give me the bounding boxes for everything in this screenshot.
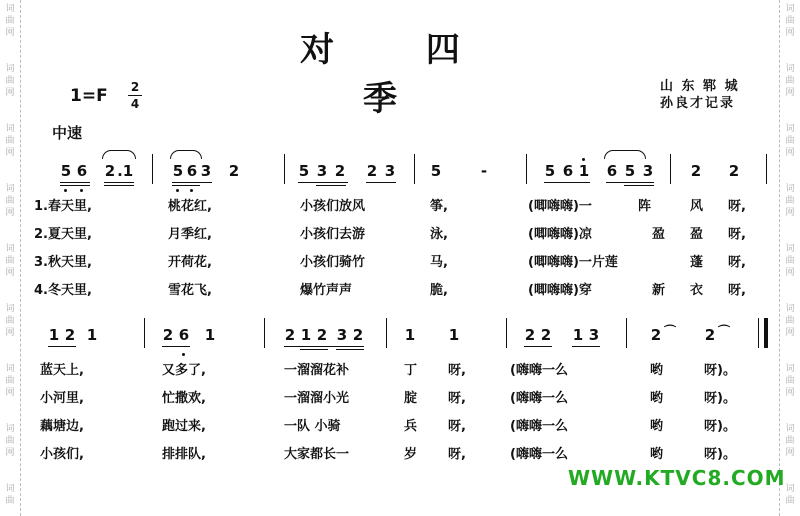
margin-watermark-char: 词 bbox=[5, 304, 15, 314]
lyric-verse-1-phrase-7: 哟 bbox=[650, 363, 664, 378]
note-numeral: 1 bbox=[404, 326, 416, 344]
margin-watermark-char: 词 bbox=[5, 124, 15, 134]
octave-dot-below bbox=[190, 189, 193, 192]
barline bbox=[414, 154, 415, 184]
margin-watermark-char: 词 bbox=[785, 484, 795, 494]
margin-watermark-char: 网 bbox=[5, 88, 15, 98]
note-numeral: 3 bbox=[642, 162, 654, 180]
tempo-marking: 中速 bbox=[52, 124, 83, 142]
note-numeral: 3 bbox=[336, 326, 348, 344]
lyric-verse-2-phrase-1: 小河里, bbox=[40, 391, 84, 406]
beam-underline bbox=[48, 346, 76, 347]
note-numeral: 2 bbox=[228, 162, 240, 180]
lyric-verse-3-phrase-7: 蓬 bbox=[690, 255, 704, 270]
right-margin-watermark bbox=[779, 0, 800, 516]
beam-underline bbox=[60, 185, 90, 186]
barline bbox=[506, 318, 507, 348]
lyric-verse-1-phrase-8: 呀)。 bbox=[704, 363, 736, 378]
margin-watermark-char: 曲 bbox=[5, 76, 15, 86]
margin-watermark-char: 词 bbox=[5, 244, 15, 254]
margin-watermark-char: 词 bbox=[5, 364, 15, 374]
note-numeral: 1 bbox=[204, 326, 216, 344]
margin-watermark-char: 词 bbox=[785, 304, 795, 314]
breath-mark: ⌒ bbox=[718, 324, 731, 338]
lyric-verse-4-phrase-2: 排排队, bbox=[162, 447, 206, 462]
note-numeral: 5 bbox=[298, 162, 310, 180]
lyric-verse-3-phrase-5: 呀, bbox=[448, 419, 466, 434]
margin-watermark-char: 曲 bbox=[5, 136, 15, 146]
note-numeral: 2 bbox=[352, 326, 364, 344]
lyric-verse-3-phrase-8: 呀, bbox=[728, 255, 746, 270]
lyric-verse-4-phrase-5: 呀, bbox=[448, 447, 466, 462]
beam-underline bbox=[172, 182, 212, 183]
note-numeral: 5 bbox=[624, 162, 636, 180]
margin-watermark-char: 曲 bbox=[785, 136, 795, 146]
lyric-verse-2-phrase-2: 忙撒欢, bbox=[162, 391, 206, 406]
margin-watermark-char: 曲 bbox=[5, 256, 15, 266]
lyric-verse-4-phrase-2: 雪花飞, bbox=[168, 283, 212, 298]
margin-watermark-char: 曲 bbox=[785, 196, 795, 206]
note-numeral: 2 bbox=[104, 162, 116, 180]
beam-underline bbox=[162, 346, 190, 347]
margin-watermark-char: 网 bbox=[5, 328, 15, 338]
margin-watermark-char: 网 bbox=[785, 268, 795, 278]
barline bbox=[284, 154, 285, 184]
barline bbox=[670, 154, 671, 184]
measure-notes-row bbox=[0, 160, 800, 182]
note-numeral: 5 bbox=[544, 162, 556, 180]
margin-watermark-char: 网 bbox=[785, 388, 795, 398]
lyric-verse-2-phrase-6: (嗨嗨一么 bbox=[510, 391, 568, 406]
lyric-verse-2-phrase-4: 泳, bbox=[430, 227, 448, 242]
lyric-verse-1-phrase-7: 风 bbox=[690, 199, 704, 214]
beam-underline bbox=[172, 185, 200, 186]
note-numeral: 1 bbox=[448, 326, 460, 344]
slur-arc bbox=[604, 150, 646, 159]
note-numeral: 5 bbox=[60, 162, 72, 180]
lyric-verse-1-phrase-2: 又多了, bbox=[162, 363, 206, 378]
lyric-verse-4-phrase-4: 岁 bbox=[404, 447, 418, 462]
lyric-verse-4-phrase-6: 新 bbox=[652, 283, 666, 298]
lyric-verse-3-phrase-1: 3.秋天里, bbox=[34, 255, 92, 270]
margin-watermark-char: 曲 bbox=[785, 496, 795, 506]
margin-watermark-char: 网 bbox=[785, 28, 795, 38]
lyric-verse-3-phrase-1: 藕塘边, bbox=[40, 419, 84, 434]
beam-underline bbox=[524, 346, 552, 347]
note-numeral: 1 bbox=[122, 162, 134, 180]
margin-watermark-char: 网 bbox=[5, 268, 15, 278]
margin-watermark-char: 词 bbox=[5, 484, 15, 494]
note-numeral: 6 bbox=[606, 162, 618, 180]
note-numeral: 2 bbox=[728, 162, 740, 180]
note-numeral: 6 bbox=[178, 326, 190, 344]
lyric-verse-2-phrase-3: 一溜溜小光 bbox=[284, 391, 350, 406]
lyric-verse-3-phrase-4: 马, bbox=[430, 255, 448, 270]
margin-watermark-char: 网 bbox=[5, 208, 15, 218]
margin-watermark-char: 网 bbox=[5, 448, 15, 458]
lyric-verse-4-phrase-3: 爆竹声声 bbox=[300, 283, 353, 298]
lyric-verse-1-phrase-1: 1.春天里, bbox=[34, 199, 92, 214]
beam-underline bbox=[606, 182, 654, 183]
lyric-verse-3-phrase-4: 兵 bbox=[404, 419, 418, 434]
song-title: 对 四 季 bbox=[300, 30, 500, 119]
note-numeral: 3 bbox=[316, 162, 328, 180]
lyric-verse-1-phrase-5: (唧嗨嗨)一 bbox=[528, 199, 592, 214]
credits bbox=[660, 78, 740, 112]
margin-watermark-char: 词 bbox=[785, 4, 795, 14]
time-signature-bar bbox=[128, 95, 142, 96]
left-margin-watermark bbox=[0, 0, 21, 516]
lyric-verse-4-phrase-8: 呀, bbox=[728, 283, 746, 298]
lyric-verse-1-phrase-3: 一溜溜花补 bbox=[284, 363, 350, 378]
barline bbox=[152, 154, 153, 184]
final-barline bbox=[764, 318, 768, 348]
beam-underline bbox=[284, 346, 364, 347]
margin-watermark-char: 曲 bbox=[785, 256, 795, 266]
measure-notes-row bbox=[0, 324, 800, 346]
note-numeral: - bbox=[480, 162, 488, 180]
lyric-verse-2-phrase-6: 盈 bbox=[652, 227, 666, 242]
lyric-verse-2-phrase-5: 呀, bbox=[448, 391, 466, 406]
margin-watermark-char: 网 bbox=[5, 388, 15, 398]
margin-watermark-char: 曲 bbox=[5, 16, 15, 26]
note-numeral: 2 bbox=[704, 326, 716, 344]
margin-watermark-char: 曲 bbox=[785, 316, 795, 326]
lyric-verse-1-phrase-1: 蓝天上, bbox=[40, 363, 84, 378]
lyric-verse-4-phrase-4: 脆, bbox=[430, 283, 448, 298]
barline bbox=[386, 318, 387, 348]
note-numeral: 1 bbox=[300, 326, 312, 344]
barline bbox=[526, 154, 527, 184]
octave-dot-below bbox=[80, 189, 83, 192]
octave-dot-above bbox=[582, 158, 585, 161]
lyric-verse-3-phrase-7: 哟 bbox=[650, 419, 664, 434]
note-numeral: 1 bbox=[48, 326, 60, 344]
note-numeral: 1 bbox=[572, 326, 584, 344]
beam-underline bbox=[104, 185, 134, 186]
lyric-verse-3-phrase-2: 跑过来, bbox=[162, 419, 206, 434]
note-numeral: 1 bbox=[578, 162, 590, 180]
lyric-verse-1-phrase-6: (嗨嗨一么 bbox=[510, 363, 568, 378]
lyric-verse-3-phrase-5: (唧嗨嗨)一片莲 bbox=[528, 255, 618, 270]
credits-recorder: 孙良才记录 bbox=[660, 96, 736, 111]
beam-underline bbox=[316, 185, 346, 186]
lyric-verse-2-phrase-7: 盈 bbox=[690, 227, 704, 242]
lyric-verse-4-phrase-1: 小孩们, bbox=[40, 447, 84, 462]
lyric-verse-3-phrase-6: (嗨嗨一么 bbox=[510, 419, 568, 434]
margin-watermark-char: 曲 bbox=[5, 376, 15, 386]
time-signature-top: 2 bbox=[130, 80, 140, 94]
beam-underline bbox=[60, 182, 90, 183]
beam-underline bbox=[624, 185, 654, 186]
margin-watermark-char: 网 bbox=[5, 148, 15, 158]
margin-watermark-char: 网 bbox=[785, 328, 795, 338]
octave-dot-below bbox=[182, 353, 185, 356]
note-numeral: . bbox=[117, 162, 123, 180]
slur-arc bbox=[102, 150, 136, 159]
lyric-verse-4-phrase-1: 4.冬天里, bbox=[34, 283, 92, 298]
site-watermark: WWW.KTVC8.COM bbox=[568, 466, 786, 490]
beam-underline bbox=[300, 349, 328, 350]
lyric-verse-1-phrase-4: 筝, bbox=[430, 199, 448, 214]
lyric-verse-2-phrase-3: 小孩们去游 bbox=[300, 227, 366, 242]
margin-watermark-char: 网 bbox=[785, 448, 795, 458]
beam-underline bbox=[572, 346, 600, 347]
barline bbox=[758, 318, 759, 348]
beam-underline bbox=[336, 349, 364, 350]
beam-underline bbox=[544, 182, 590, 183]
lyric-verse-2-phrase-7: 哟 bbox=[650, 391, 664, 406]
key-signature: 1=F bbox=[70, 86, 108, 106]
barline bbox=[766, 154, 767, 184]
margin-watermark-char: 词 bbox=[785, 244, 795, 254]
margin-watermark-char: 词 bbox=[5, 64, 15, 74]
lyric-verse-1-phrase-5: 呀, bbox=[448, 363, 466, 378]
barline bbox=[264, 318, 265, 348]
margin-watermark-char: 词 bbox=[785, 424, 795, 434]
note-numeral: 2 bbox=[540, 326, 552, 344]
note-numeral: 2 bbox=[690, 162, 702, 180]
breath-mark: ⌒ bbox=[664, 324, 677, 338]
note-numeral: 2 bbox=[524, 326, 536, 344]
margin-watermark-char: 词 bbox=[785, 124, 795, 134]
margin-watermark-char: 网 bbox=[5, 28, 15, 38]
note-numeral: 2 bbox=[316, 326, 328, 344]
lyric-verse-4-phrase-6: (嗨嗨一么 bbox=[510, 447, 568, 462]
margin-watermark-char: 网 bbox=[785, 88, 795, 98]
slur-arc bbox=[170, 150, 202, 159]
lyric-verse-2-phrase-4: 腚 bbox=[404, 391, 418, 406]
octave-dot-below bbox=[64, 189, 67, 192]
margin-watermark-char: 曲 bbox=[785, 376, 795, 386]
lyric-verse-3-phrase-8: 呀)。 bbox=[704, 419, 736, 434]
margin-watermark-char: 词 bbox=[785, 364, 795, 374]
lyric-verse-3-phrase-3: 小孩们骑竹 bbox=[300, 255, 366, 270]
note-numeral: 3 bbox=[588, 326, 600, 344]
margin-watermark-char: 网 bbox=[785, 208, 795, 218]
note-numeral: 3 bbox=[384, 162, 396, 180]
lyric-verse-2-phrase-2: 月季红, bbox=[168, 227, 212, 242]
note-numeral: 6 bbox=[562, 162, 574, 180]
margin-watermark-char: 曲 bbox=[785, 76, 795, 86]
lyric-verse-1-phrase-2: 桃花红, bbox=[168, 199, 212, 214]
note-numeral: 1 bbox=[86, 326, 98, 344]
beam-underline bbox=[104, 182, 134, 183]
time-signature-bottom: 4 bbox=[130, 97, 140, 111]
note-numeral: 2 bbox=[284, 326, 296, 344]
lyric-verse-1-phrase-3: 小孩们放风 bbox=[300, 199, 366, 214]
margin-watermark-char: 词 bbox=[5, 184, 15, 194]
barline bbox=[626, 318, 627, 348]
margin-watermark-char: 词 bbox=[785, 184, 795, 194]
note-numeral: 3 bbox=[200, 162, 212, 180]
lyric-verse-3-phrase-2: 开荷花, bbox=[168, 255, 212, 270]
note-numeral: 2 bbox=[366, 162, 378, 180]
lyric-verse-2-phrase-8: 呀)。 bbox=[704, 391, 736, 406]
lyric-verse-1-phrase-6: 阵 bbox=[638, 199, 652, 214]
note-numeral: 2 bbox=[650, 326, 662, 344]
margin-watermark-char: 曲 bbox=[5, 316, 15, 326]
margin-watermark-char: 曲 bbox=[785, 16, 795, 26]
margin-watermark-char: 词 bbox=[5, 4, 15, 14]
margin-watermark-char: 曲 bbox=[5, 496, 15, 506]
lyric-verse-4-phrase-8: 呀)。 bbox=[704, 447, 736, 462]
margin-watermark-char: 词 bbox=[5, 424, 15, 434]
note-numeral: 2 bbox=[162, 326, 174, 344]
barline bbox=[144, 318, 145, 348]
margin-watermark-char: 网 bbox=[785, 148, 795, 158]
lyric-verse-4-phrase-7: 衣 bbox=[690, 283, 704, 298]
credits-origin: 山 东 郓 城 bbox=[660, 79, 740, 94]
lyric-verse-4-phrase-3: 大家都长一 bbox=[284, 447, 350, 462]
note-numeral: 6 bbox=[186, 162, 198, 180]
note-numeral: 6 bbox=[76, 162, 88, 180]
lyric-verse-4-phrase-7: 哟 bbox=[650, 447, 664, 462]
lyric-verse-3-phrase-3: 一队 小骑 bbox=[284, 419, 341, 434]
note-numeral: 2 bbox=[64, 326, 76, 344]
lyric-verse-1-phrase-4: 丁 bbox=[404, 363, 418, 378]
note-numeral: 2 bbox=[334, 162, 346, 180]
beam-underline bbox=[298, 182, 348, 183]
time-signature bbox=[128, 80, 142, 111]
margin-watermark-char: 曲 bbox=[785, 436, 795, 446]
note-numeral: 5 bbox=[430, 162, 442, 180]
margin-watermark-char: 曲 bbox=[5, 196, 15, 206]
lyric-verse-2-phrase-5: (唧嗨嗨)凉 bbox=[528, 227, 592, 242]
note-numeral: 5 bbox=[172, 162, 184, 180]
lyric-verse-2-phrase-8: 呀, bbox=[728, 227, 746, 242]
octave-dot-below bbox=[176, 189, 179, 192]
margin-watermark-char: 曲 bbox=[5, 436, 15, 446]
lyric-verse-4-phrase-5: (唧嗨嗨)穿 bbox=[528, 283, 592, 298]
lyric-verse-2-phrase-1: 2.夏天里, bbox=[34, 227, 92, 242]
lyric-verse-1-phrase-8: 呀, bbox=[728, 199, 746, 214]
margin-watermark-char: 词 bbox=[785, 64, 795, 74]
beam-underline bbox=[366, 182, 396, 183]
